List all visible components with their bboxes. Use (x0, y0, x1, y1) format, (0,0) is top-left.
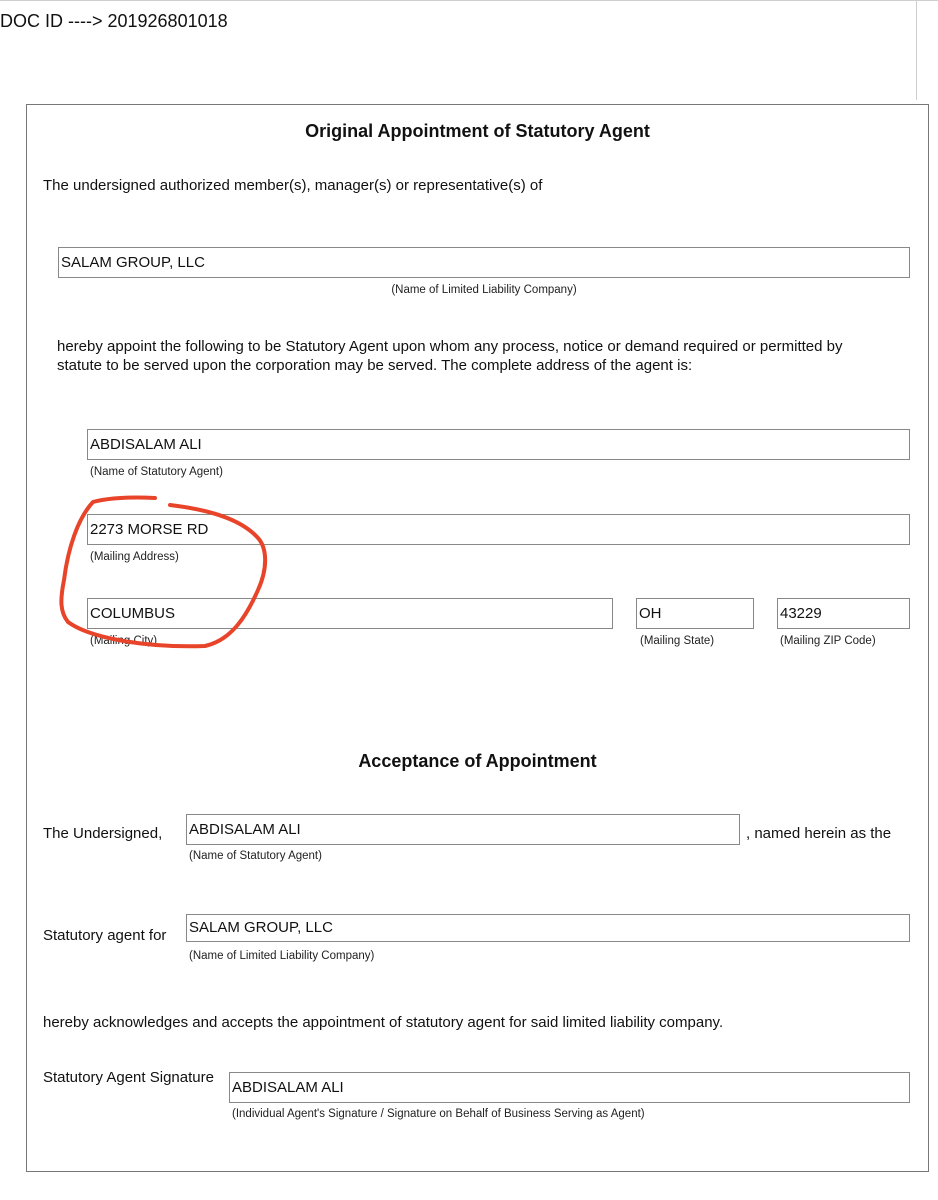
company-name-field[interactable]: SALAM GROUP, LLC (58, 247, 910, 278)
agent-name-field[interactable]: ABDISALAM ALI (87, 429, 910, 460)
intro-text: The undersigned authorized member(s), manager(s) or representative(s) of (43, 177, 543, 194)
mailing-city-field[interactable]: COLUMBUS (87, 598, 613, 629)
agent-name-caption: (Name of Statutory Agent) (90, 466, 223, 478)
mailing-state-caption: (Mailing State) (640, 635, 715, 647)
agent-for-label: Statutory agent for (43, 927, 167, 944)
signature-caption: (Individual Agent's Signature / Signature on Behalf of Business Serving as Agent) (232, 1108, 645, 1120)
mailing-address-field[interactable]: 2273 MORSE RD (87, 514, 910, 545)
doc-id: DOC ID ----> 201926801018 (0, 11, 228, 31)
appoint-text-line2: statute to be served upon the corporation may be served. The complete address of the agent is: (57, 357, 693, 374)
agent-for-company-caption: (Name of Limited Liability Company) (189, 950, 375, 962)
mailing-address-caption: (Mailing Address) (90, 551, 179, 563)
undersigned-agent-caption: (Name of Statutory Agent) (189, 850, 322, 862)
section-title-appointment: Original Appointment of Statutory Agent (305, 121, 650, 141)
top-edge-line (0, 0, 938, 1)
mailing-zip-field[interactable]: 43229 (777, 598, 910, 629)
acknowledge-text: hereby acknowledges and accepts the appointment of statutory agent for said limited liability company. (43, 1014, 724, 1031)
mailing-city-caption: (Mailing City) (90, 635, 158, 647)
appoint-text-line1: hereby appoint the following to be Statutory Agent upon whom any process, notice or demand required or permitted by (57, 338, 843, 355)
signature-field[interactable]: ABDISALAM ALI (229, 1072, 910, 1103)
signature-label: Statutory Agent Signature (43, 1069, 214, 1086)
right-edge-line (916, 0, 917, 100)
agent-for-company-field[interactable]: SALAM GROUP, LLC (186, 914, 910, 942)
undersigned-label: The Undersigned, (43, 825, 163, 842)
undersigned-agent-field[interactable]: ABDISALAM ALI (186, 814, 740, 845)
mailing-state-field[interactable]: OH (636, 598, 754, 629)
company-name-caption: (Name of Limited Liability Company) (391, 284, 577, 296)
section-title-acceptance: Acceptance of Appointment (358, 751, 597, 771)
named-herein-text: , named herein as the (746, 825, 892, 842)
mailing-zip-caption: (Mailing ZIP Code) (780, 635, 876, 647)
